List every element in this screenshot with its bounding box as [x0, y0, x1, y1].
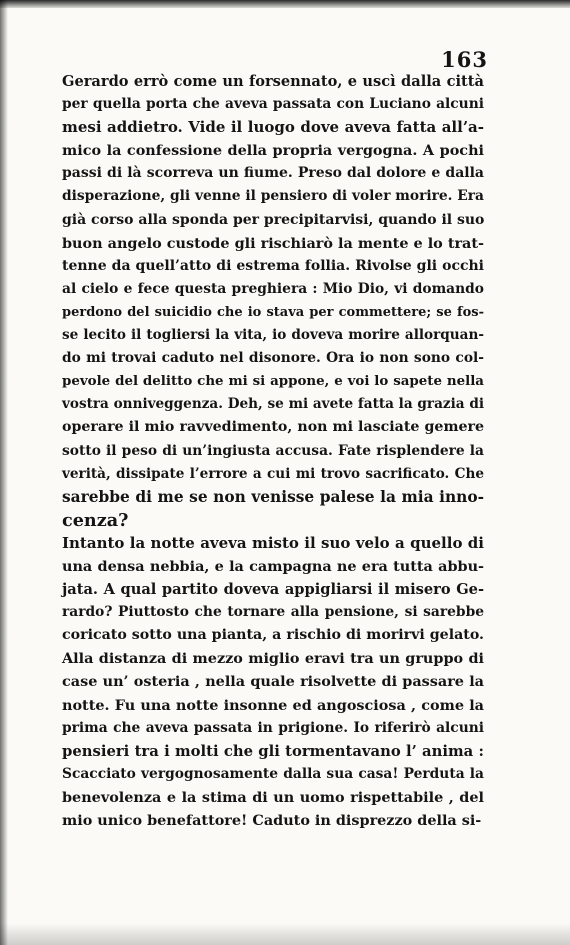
- text-line: Intanto la notte aveva misto il suo velo a quello di: [62, 533, 484, 552]
- text-line: vostra onniveggenza. Deh, se mi avete fatta la grazia di: [62, 396, 484, 413]
- text-line: sarebbe di me se non venisse palese la mia inno-: [62, 487, 484, 506]
- text-line: mio unico benefattore! Caduto in disprezzo della si-: [62, 812, 482, 829]
- text-line: coricato sotto una pianta, a rischio di morirvi gelato.: [62, 627, 484, 644]
- page-gutter-shadow: [0, 0, 8, 945]
- text-line: cenza?: [62, 509, 129, 531]
- text-line: sotto il peso di un’ingiusta accusa. Fate risplendere la: [62, 442, 484, 459]
- text-line: passi di là scorreva un fiume. Preso dal dolore e dalla: [62, 165, 484, 182]
- paragraph: [62, 532, 484, 832]
- text-line: do mi trovai caduto nel disonore. Ora io non sono col-: [62, 350, 484, 367]
- page-top-edge-shadow: [0, 0, 570, 8]
- text-line: perdono del suicidio che io stava per commettere; se fos-: [62, 304, 484, 320]
- text-line: una densa nebbia, e la campagna ne era tutta abbu-: [62, 557, 484, 575]
- text-line: disperazione, gli venne il pensiero di voler morire. Era: [62, 188, 484, 205]
- text-line: per quella porta che aveva passata con Luciano alcuni: [62, 96, 484, 113]
- text-line: verità, dissipate l’errore a cui mi trovo sacrificato. Che: [62, 465, 484, 482]
- text-line: notte. Fu una notte insonne ed angosciosa , come la: [62, 696, 484, 714]
- text-line: Alla distanza di mezzo miglio eravi tra un gruppo di: [62, 650, 484, 668]
- text-line: operare il mio ravvedimento, non mi lasciate gemere: [62, 419, 484, 436]
- text-line: rardo? Piuttosto che tornare alla pensione, si sarebbe: [62, 604, 484, 621]
- text-line: buon angelo custode gli rischiarò la mente e lo trat-: [62, 234, 484, 252]
- text-line: case un’ osteria , nella quale risolvette di passare la: [62, 673, 484, 691]
- text-line: al cielo e fece questa preghiera : Mio Dio, vi domando: [62, 280, 484, 297]
- text-line: pevole del delitto che mi si appone, e voi lo sapete nella: [62, 373, 484, 390]
- text-line: prima che aveva passata in prigione. Io riferirò alcuni: [62, 719, 484, 736]
- text-line: mesi addietro. Vide il luogo dove aveva fatta all’a-: [62, 118, 484, 137]
- text-line: mico la confessione della propria vergogna. A pochi: [62, 142, 484, 160]
- text-line: benevolenza e la stima di un uomo rispettabile , del: [62, 788, 484, 806]
- text-line: Gerardo errò come un forsennato, e uscì dalla città: [62, 73, 484, 90]
- text-line: già corso alla sponda per precipitarvisi, quando il suo: [62, 211, 485, 228]
- text-line: se lecito il togliersi la vita, io doveva morire allorquan-: [62, 327, 484, 344]
- text-line: Scacciato vergognosamente dalla sua casa! Perduta la: [62, 765, 484, 782]
- page-bottom-edge-shadow: [0, 923, 570, 945]
- paragraph: [62, 70, 484, 532]
- text-line: tenne da quell’atto di estrema follia. Rivolse gli occhi: [62, 257, 484, 274]
- body-text: [62, 70, 484, 832]
- text-line: pensieri tra i molti che gli tormentavano l’ anima :: [62, 742, 484, 760]
- text-line: jata. A qual partito doveva appigliarsi il misero Ge-: [62, 581, 484, 599]
- page-number: 163: [441, 47, 488, 72]
